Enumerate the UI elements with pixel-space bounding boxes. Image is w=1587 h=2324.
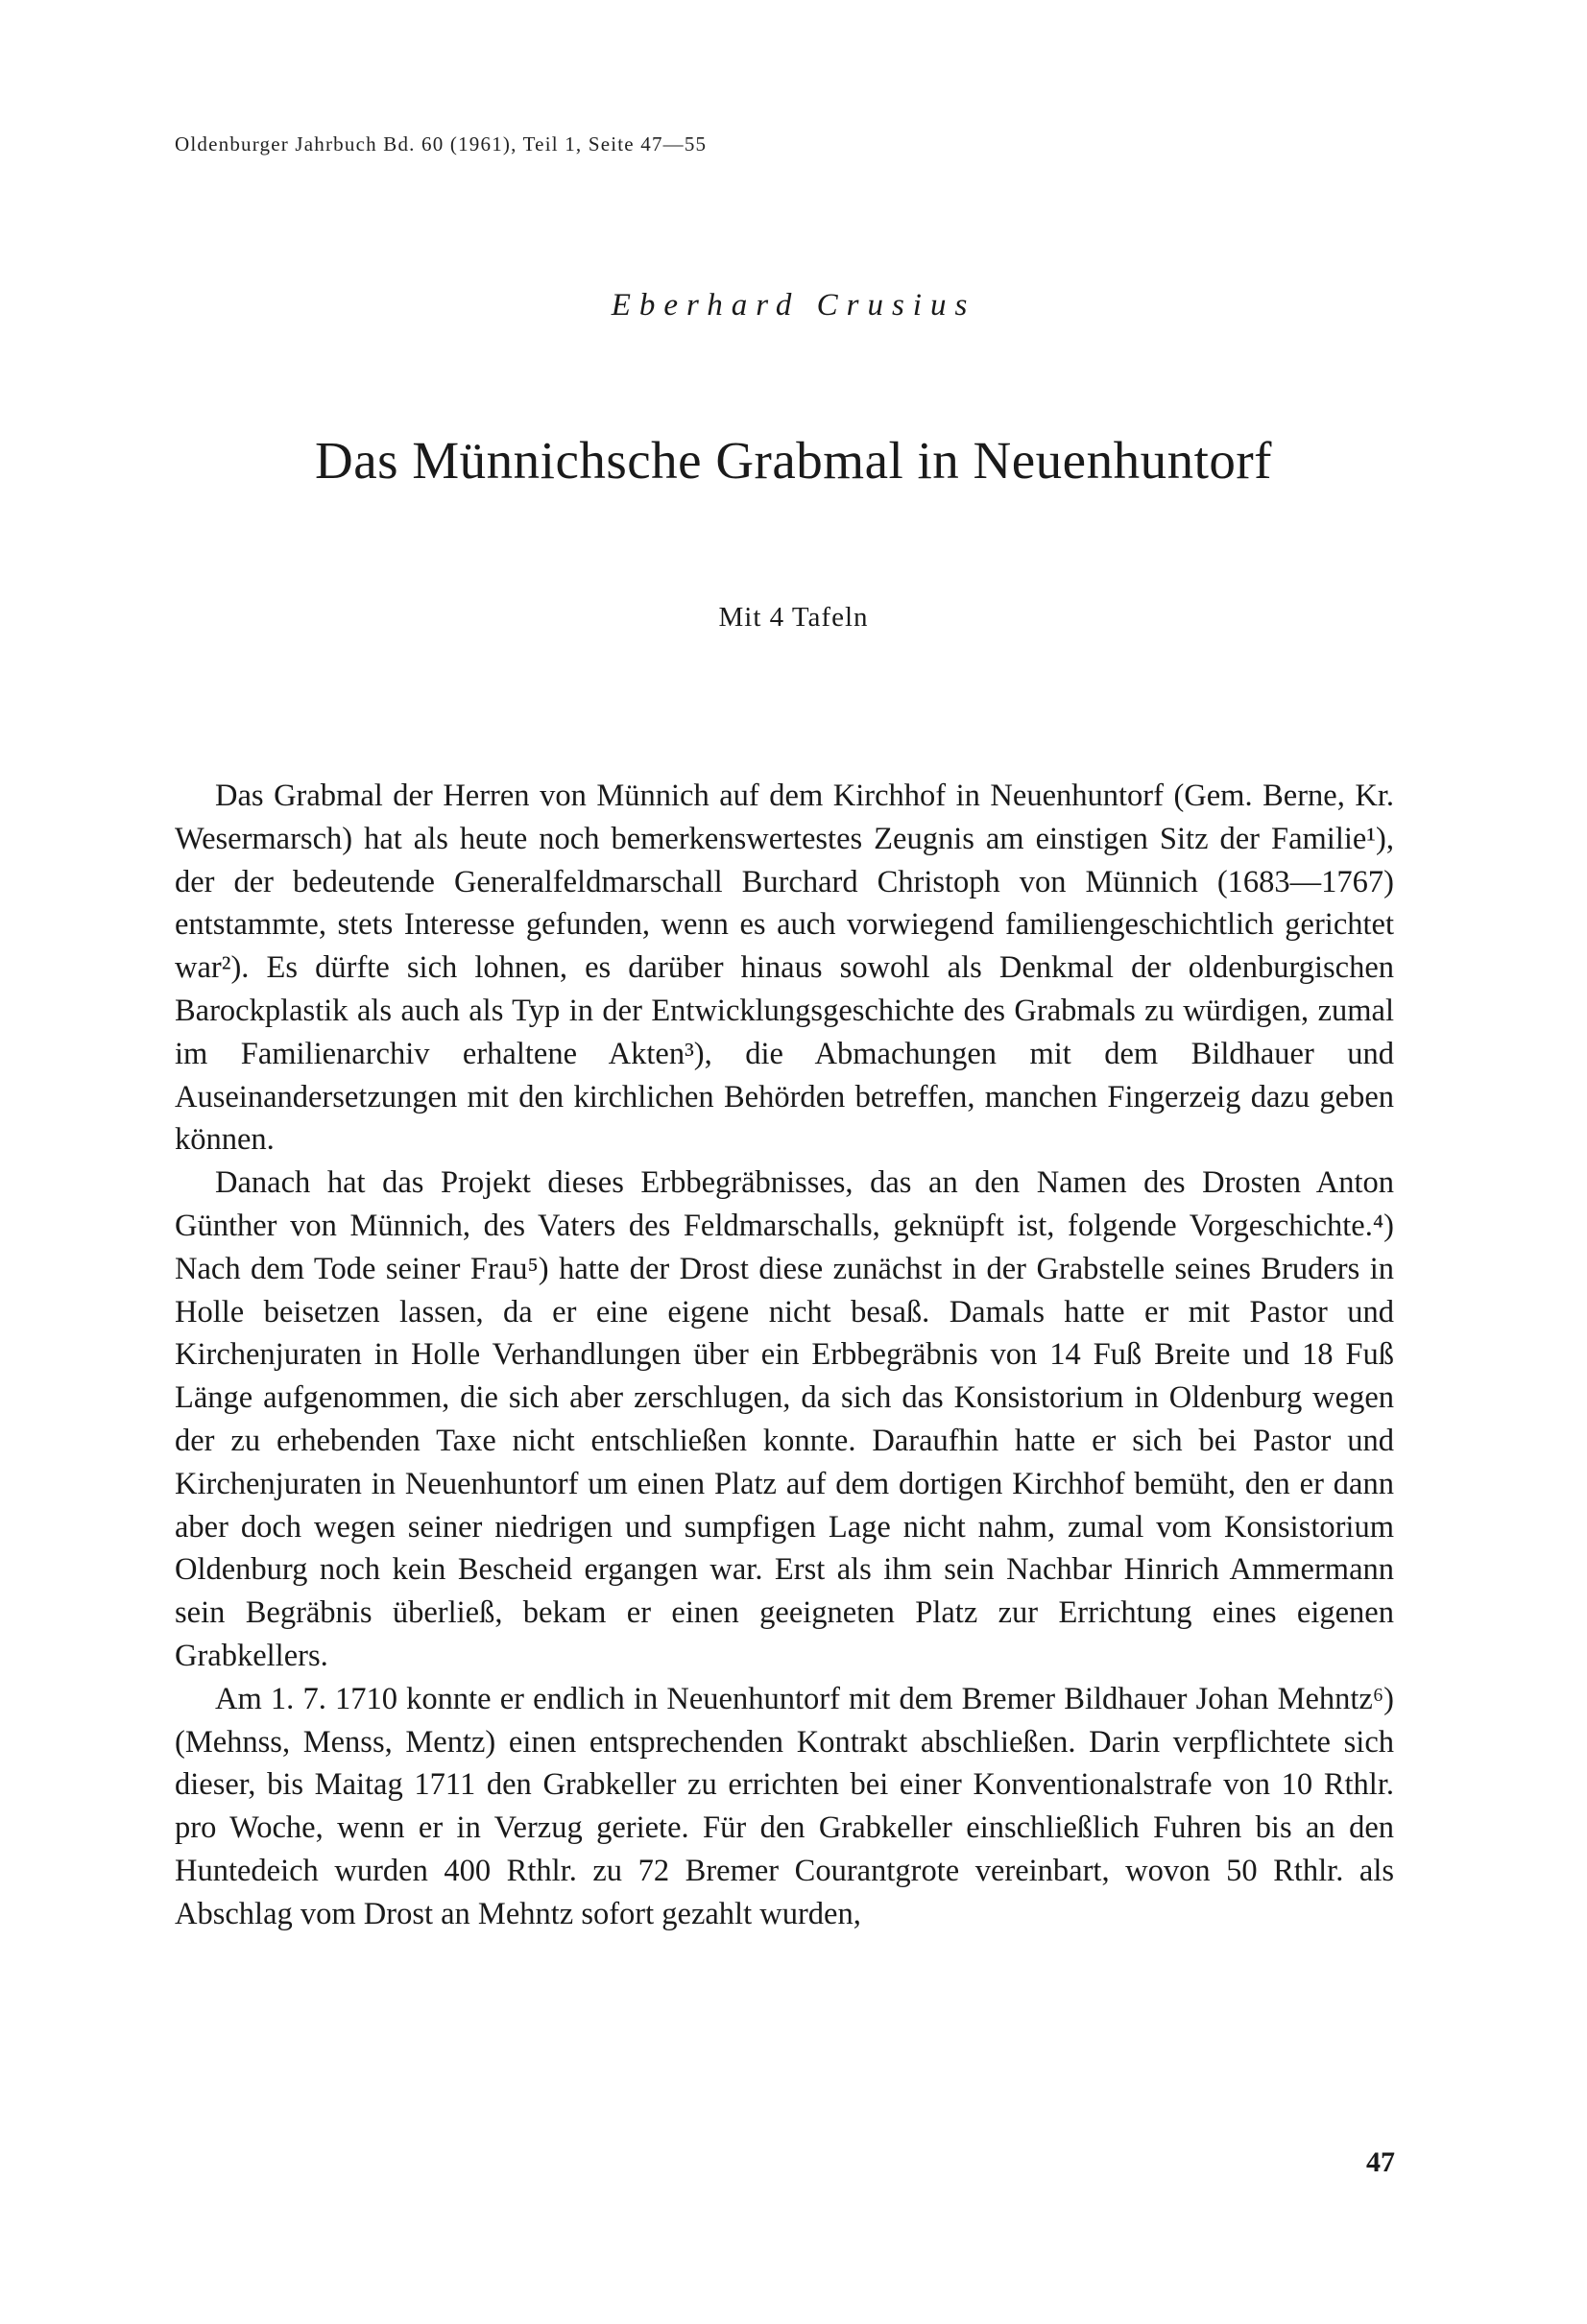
paragraph: Danach hat das Projekt dieses Erbbegräbnisses, das an den Namen des Drosten Anton Günther von Münnich, des Vaters des Feldmarschalls, geknüpft ist, folgende Vorgeschichte.⁴) Nach dem Tode seiner Frau⁵) hatte der Drost diese zunächst in der Grabstelle seines Bruders in Holle beisetzen lassen, da er eine eigene nicht besaß. Damals hatte er mit Pastor und Kirchenjuraten in Holle Verhandlungen über ein Erbbegräbnis von 14 Fuß Breite und 18 Fuß Länge aufgenommen, die sich aber zerschlugen, da sich das Konsistorium in Oldenburg wegen der zu erhebenden Taxe nicht entschließen konnte. Daraufhin hatte er sich bei Pastor und Kirchenjuraten in Neuenhuntorf um einen Platz auf dem dortigen Kirchhof bemüht, den er dann aber doch wegen seiner niedrigen und sumpfigen Lage nicht nahm, zumal vom Konsistorium Oldenburg noch kein Bescheid ergangen war. Erst als ihm sein Nachbar Hinrich Ammermann sein Begräbnis überließ, bekam er einen geeigneten Platz zur Errichtung eines eigenen Grabkellers.: [175, 1165, 1394, 1673]
paragraph: Am 1. 7. 1710 konnte er endlich in Neuenhuntorf mit dem Bremer Bildhauer Johan Mehntz⁶) (Mehnss, Menss, Mentz) einen entsprechenden Kontrakt abschließen. Darin verpflichtete sich dieser, bis Maitag 1711 den Grabkeller zu errichten bei einer Konventionalstrafe von 10 Rthlr. pro Woche, wenn er in Verzug geriete. Für den Grabkeller einschließlich Fuhren bis an den Huntedeich wurden 400 Rthlr. zu 72 Bremer Courantgrote vereinbart, wovon 50 Rthlr. als Abschlag vom Drost an Mehntz sofort gezahlt wurden,: [175, 1681, 1394, 1931]
page-number: 47: [1366, 2146, 1395, 2178]
article-subtitle: Mit 4 Tafeln: [718, 602, 869, 633]
journal-reference: Oldenburger Jahrbuch Bd. 60 (1961), Teil 1, Seite 47—55: [175, 132, 708, 156]
article-title: Das Münnichsche Grabmal in Neuenhuntorf: [314, 431, 1272, 490]
paragraph: Das Grabmal der Herren von Münnich auf dem Kirchhof in Neuenhuntorf (Gem. Berne, Kr. Wesermarsch) hat als heute noch bemerkenswertestes Zeugnis am einstigen Sitz der Familie¹), der der bedeutende Generalfeldmarschall Burchard Christoph von Münnich (1683—1767) entstammte, stets Interesse gefunden, wenn es auch vorwiegend familiengeschichtlich gerichtet war²). Es dürfte sich lohnen, es darüber hinaus sowohl als Denkmal der oldenburgischen Barockplastik als auch als Typ in der Entwicklungsgeschichte des Grabmals zu würdigen, zumal im Familienarchiv erhaltene Akten³), die Abmachungen mit dem Bildhauer und Auseinandersetzungen mit den kirchlichen Behörden betreffen, manchen Fingerzeig dazu geben können.: [175, 779, 1394, 1158]
author-name: Eberhard Crusius: [611, 288, 976, 323]
article-body: [175, 775, 1394, 1936]
